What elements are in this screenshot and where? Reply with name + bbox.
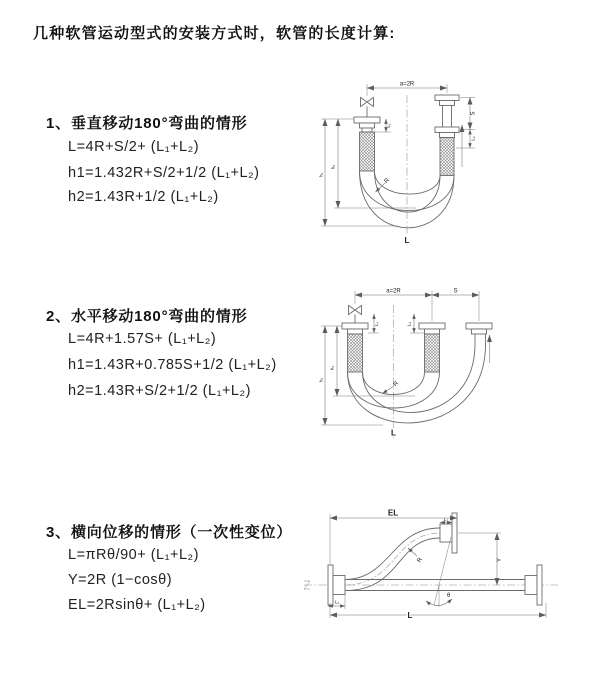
dim-l1 — [368, 314, 380, 333]
dim-label-s: S — [470, 111, 477, 116]
dim-label-h1: h₁ — [319, 377, 325, 383]
dim-label-a2r: a=2R — [386, 288, 401, 295]
hose-u-curves — [348, 344, 486, 423]
left-flange-pipe — [354, 117, 380, 171]
right-flange-pipe — [466, 323, 492, 344]
formula: h2=1.43R+S/2+1/2 (L₁+L₂) — [68, 383, 251, 399]
dim-label-l1: L₁ — [375, 321, 380, 327]
dim-label-s: S — [453, 288, 458, 295]
dim-label-theta: θ — [447, 593, 451, 599]
formula: h1=1.432R+S/2+1/2 (L₁+L₂) — [68, 165, 260, 181]
s-curve-hose — [345, 528, 440, 591]
dim-a2r — [367, 82, 447, 97]
valve-icon — [349, 306, 362, 324]
dim-label-l1: L₁ — [387, 123, 392, 128]
dim-label-l-total: L — [404, 236, 410, 245]
dim-y — [458, 533, 503, 585]
dim-label-l: L — [407, 611, 413, 620]
left-flange-pipe — [342, 323, 368, 372]
dim-label-a2r: a=2R — [399, 81, 415, 88]
formula: h1=1.43R+0.785S+1/2 (L₁+L₂) — [68, 357, 277, 373]
dim-label-h2: h₂ — [331, 164, 337, 170]
section-3-heading: 3、横向位移的情形（一次性变位） — [46, 524, 293, 541]
dim-label-l2: L₂ — [471, 136, 477, 141]
section-1-heading: 1、垂直移动180°弯曲的情形 — [46, 115, 248, 132]
right-flange-pipe — [435, 95, 459, 176]
dim-label-l-total: L — [391, 428, 396, 438]
formula: L=4R+S/2+ (L₁+L₂) — [68, 139, 200, 155]
diagram-horizontal-bend — [318, 283, 503, 448]
dim-el — [330, 509, 457, 566]
dim-label-r: R — [383, 177, 391, 185]
dim-s — [460, 98, 477, 130]
braid-section — [348, 334, 363, 372]
dim-label-l2: L₂ — [443, 518, 449, 523]
dim-label-l2: L₂ — [407, 321, 413, 327]
left-flange — [328, 565, 345, 605]
angle-callout — [426, 585, 452, 607]
formula: L=πRθ/90+ (L₁+L₂) — [68, 547, 199, 563]
formula: Y=2R (1−cosθ) — [68, 572, 173, 588]
radius-callout — [408, 537, 451, 605]
formula: EL=2Rsinθ+ (L₁+L₂) — [68, 597, 206, 613]
dim-label-l1: L₁ — [334, 600, 340, 606]
dim-label-h2: h₂ — [330, 365, 336, 371]
dim-label-r: R — [392, 380, 400, 388]
dim-label-el: EL — [387, 508, 399, 518]
valve-icon — [361, 98, 374, 118]
dim-a2r-s — [355, 289, 479, 322]
braid-section — [425, 334, 440, 372]
diagram-lateral-displacement — [300, 503, 565, 643]
page-title: 几种软管运动型式的安装方式时，软管的长度计算: — [33, 25, 396, 42]
braid-section — [360, 132, 375, 171]
middle-flange-pipe — [419, 323, 445, 372]
dim-label-r: R — [416, 556, 424, 564]
formula: h2=1.43R+1/2 (L₁+L₂) — [68, 189, 219, 205]
dim-label-y: Y — [497, 557, 503, 563]
braid-section — [440, 138, 454, 176]
diagram-vertical-bend — [318, 75, 493, 255]
radius-callout — [383, 380, 401, 393]
formula: L=4R+1.57S+ (L₁+L₂) — [68, 331, 217, 347]
section-2-heading: 2、水平移动180°弯曲的情形 — [46, 308, 248, 325]
dim-label-h1: h₁ — [319, 172, 325, 178]
